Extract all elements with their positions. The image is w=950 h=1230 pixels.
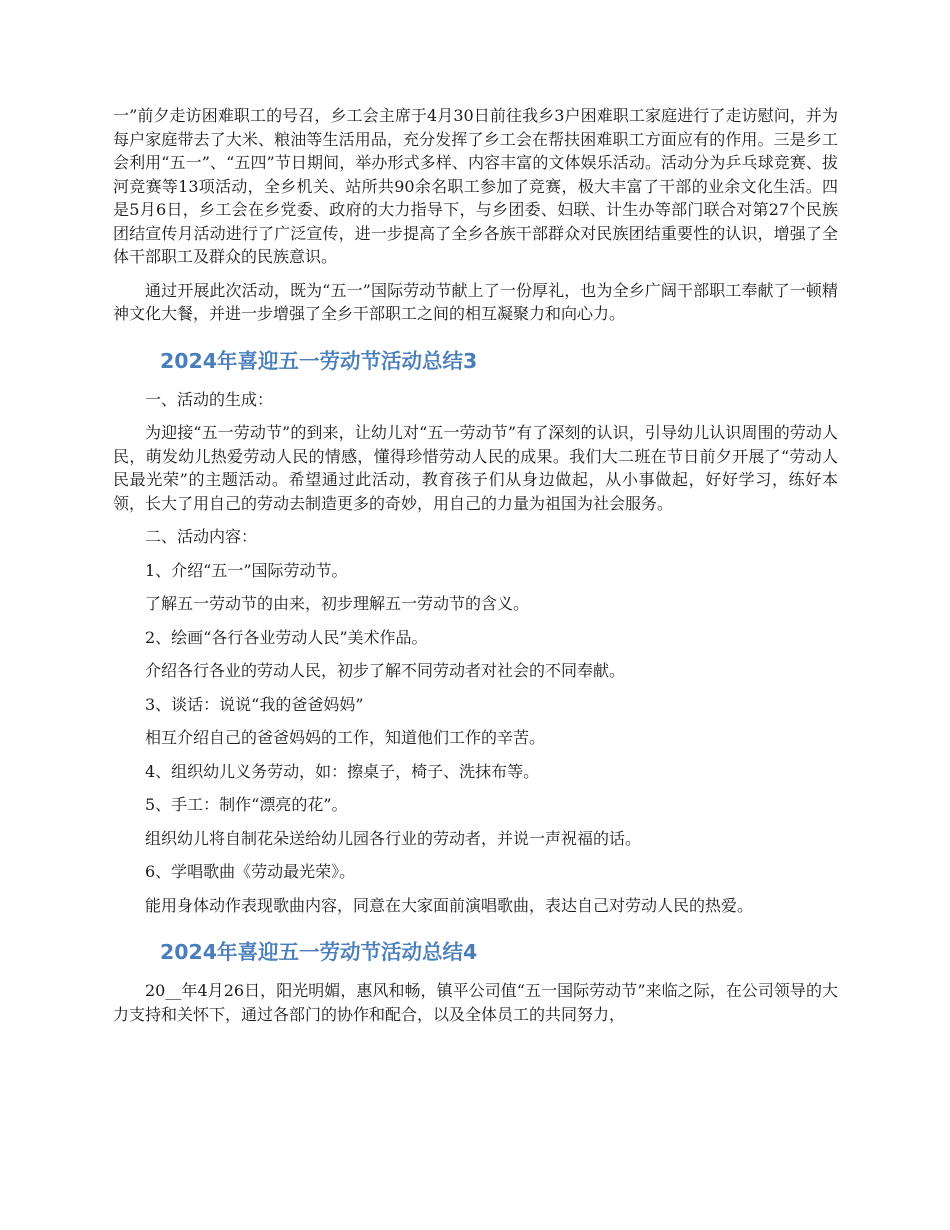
list-item-title: 3、谈话：说说“我的爸爸妈妈” — [145, 694, 364, 714]
subsection-title-content: 二、活动内容： — [145, 527, 258, 546]
list-item-title: 6、学唱歌曲《劳动最光荣》。 — [145, 862, 356, 881]
document-page — [113, 104, 838, 1026]
list-item-title: 5、手工：制作“漂亮的花”。 — [145, 795, 348, 814]
list-item-desc: 能用身体动作表现歌曲内容，同意在大家面前演唱歌曲，表达自己对劳动人民的热爱。 — [145, 895, 754, 915]
list-item-title: 2、绘画“各行各业劳动人民”美术作品。 — [145, 627, 428, 647]
paragraph-generation-body: 为迎接“五一劳动节”的到来，让幼儿对“五一劳动节”有了深刻的认识，引导幼儿认识周围的劳动人民，萌发幼儿热爱劳动人民的情感，懂得珍惜劳动人民的成果。我们大二班在节日前夕开展了“劳动人民最光荣”的主题活动。希望通过此活动，教育孩子们从身边做起，从小事做起，好好学习，练好本领，长大了用自己的劳动去制造更多的奇妙，用自己的力量为祖国为社会服务。 — [113, 423, 838, 513]
section-heading-4: 2024年喜迎五一劳动节活动总结4 — [160, 940, 478, 964]
list-item-desc: 相互介绍自己的爸爸妈妈的工作，知道他们工作的辛苦。 — [145, 728, 546, 747]
paragraph-union-activities: 一”前夕走访困难职工的号召，乡工会主席于4月30日前往我乡3户困难职工家庭进行了走访慰问，并为每户家庭带去了大米、粮油等生活用品，充分发挥了乡工会在帮扶困难职工方面应有的作用。三是乡工会利用“五一”、“五四”节日期间，举办形式多样、内容丰富的文体娱乐活动。活动分为乒乓球竞赛、拔河竞赛等13项活动，全乡机关、站所共90余名职工参加了竞赛，极大丰富了干部的业余文化生活。四是5月6日，乡工会在乡党委、政府的大力指导下，与乡团委、妇联、计生办等部门联合对第27个民族团结宣传月活动进行了广泛宣传，进一步提高了全乡各族干部群众对民族团结重要性的认识，增强了全体干部职工及群众的民族意识。 — [113, 106, 838, 266]
list-item-desc: 了解五一劳动节的由来，初步理解五一劳动节的含义。 — [145, 594, 530, 613]
subsection-title-generation: 一、活动的生成： — [145, 389, 274, 409]
list-item-title: 1、介绍“五一”国际劳动节。 — [145, 560, 348, 580]
list-item-desc: 介绍各行各业的劳动人民，初步了解不同劳动者对社会的不同奉献。 — [145, 661, 626, 680]
list-item-title: 4、组织幼儿义务劳动，如：擦桌子，椅子、洗抹布等。 — [145, 761, 540, 781]
paragraph-conclusion: 通过开展此次活动，既为“五一”国际劳动节献上了一份厚礼，也为全乡广阔干部职工奉献了一顿精神文化大餐，并进一步增强了全乡干部职工之间的相互凝聚力和向心力。 — [113, 280, 838, 323]
list-item-desc: 组织幼儿将自制花朵送给幼儿园各行业的劳动者，并说一声祝福的话。 — [145, 828, 642, 848]
section-heading-3: 2024年喜迎五一劳动节活动总结3 — [160, 348, 478, 373]
paragraph-company-event: 20__年4月26日，阳光明媚，惠风和畅，镇平公司值“五一国际劳动节”来临之际，在公司领导的大力支持和关怀下，通过各部门的协作和配合，以及全体员工的共同努力， — [113, 981, 838, 1024]
